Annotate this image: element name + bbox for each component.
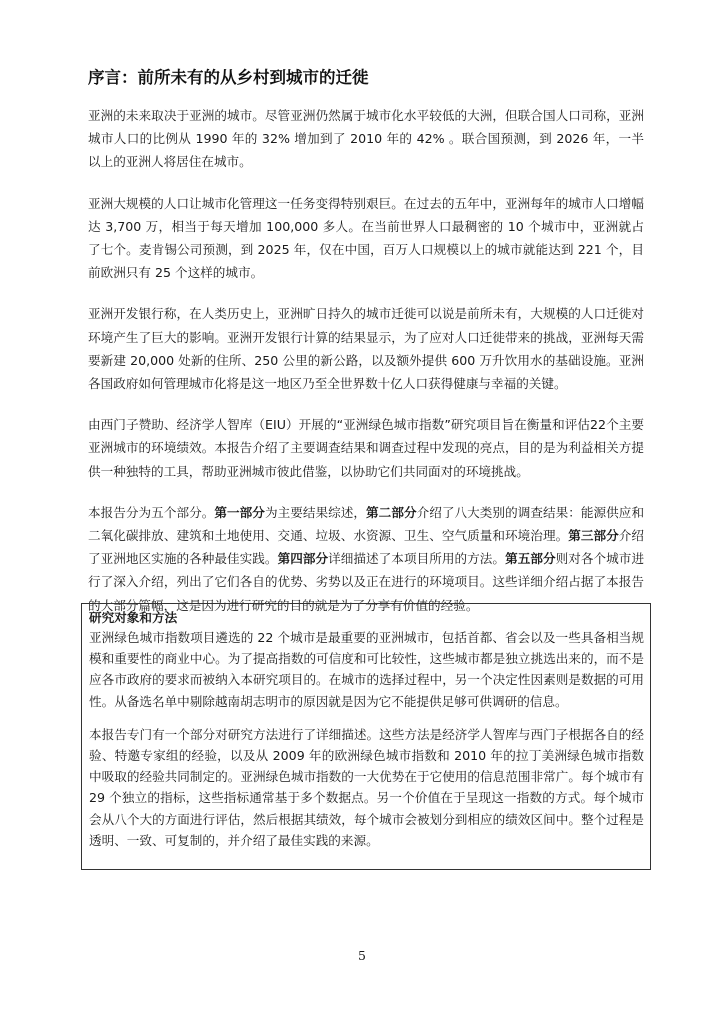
structure-text: 则对各个城市进行了深入介绍，列出了它们各自的优势、劣势以及正在进行的环境项目。这些详细介绍占据了本报告的大部分篇幅，这是因为进行研究的目的就是为了分享有价值的经验。: [88, 551, 645, 613]
paragraph-population: 亚洲大规模的人口让城市化管理这一任务变得特别艰巨。在过去的五年中，亚洲每年的城市人口增幅达 3,700 万，相当于每天增加 100,000 多人。在当前世界人口最稠密的 10 个城市中，亚洲就占了七个。麦肯锡公司预测，到 2025 年，仅在中国，百万人口规模以上的城市就能达到 221 个，目前欧洲只有 25 个这样的城市。: [88, 195, 644, 281]
paragraph-adb: 亚洲开发银行称，在人类历史上，亚洲旷日持久的城市迁徙可以说是前所未有，大规模的人口迁徙对环境产生了巨大的影响。亚洲开发银行计算的结果显示，为了应对人口迁徙带来的挑战，亚洲每天需要新建 20,000 处新的住所、250 公里的新公路，以及额外提供 600 万升饮用水的基础设施。亚洲各国政府如何管理城市化将是这一地区乃至全世界数十亿人口获得健康与幸福的关键。: [88, 306, 644, 392]
structure-text: 详细描述了本项目所用的方法。: [328, 551, 506, 567]
part-two-label: 第二部分: [366, 504, 417, 520]
main-content: [88, 64, 644, 635]
methodology-heading: 研究对象和方法: [89, 610, 178, 625]
part-one-label: 第一部分: [214, 504, 265, 520]
methodology-box: [81, 603, 651, 870]
paragraph-urbanization: 亚洲的未来取决于亚洲的城市。尽管亚洲仍然属于城市化水平较低的大洲，但联合国人口司称，亚洲城市人口的比例从 1990 年的 32% 增加到了 2010 年的 42% 。联合国预测，到 2026 年，一半以上的亚洲人将居住在城市。: [88, 108, 644, 170]
part-five-label: 第五部分: [505, 551, 556, 567]
structure-text: 介绍了八大类别的调查结果：能源供应和二氧化碳排放、建筑和土地使用、交通、垃圾、水资源、卫生、空气质量和环境治理。: [88, 504, 645, 544]
paragraph-index-intro: 由西门子赞助、经济学人智库（EIU）开展的“亚洲绿色城市指数”研究项目旨在衡量和评估22个主要亚洲城市的环境绩效。本报告介绍了主要调查结果和调查过程中发现的亮点，目的是为利益相关方提供一种独特的工具，帮助亚洲城市彼此借鉴，以协助它们共同面对的环境挑战。: [88, 417, 644, 479]
methodology-paragraph-methods: 本报告专门有一个部分对研究方法进行了详细描述。这些方法是经济学人智库与西门子根据各自的经验、特邀专家组的经验，以及从 2009 年的欧洲绿色城市指数和 2010 年的拉丁美洲绿色城市指数中吸取的经验共同制定的。亚洲绿色城市指数的一大优势在于它使用的信息范围非常广。每个城市有 29 个独立的指标，这些指标通常基于多个数据点。另一个价值在于呈现这一指数的方式。每个城市会从八个大的方面进行评估，然后根据其绩效，每个城市会被划分到相应的绩效区间中。整个过程是透明、一致、可复制的，并介绍了最佳实践的来源。: [89, 726, 644, 848]
structure-text: 本报告分为五个部分。: [88, 504, 215, 520]
methodology-paragraph-cities: 亚洲绿色城市指数项目遴选的 22 个城市是最重要的亚洲城市，包括首都、省会以及一些具备相当规模和重要性的商业中心。为了提高指数的可信度和可比较性，这些城市都是独立挑选出来的，而不是应各市政府的要求而被纳入本研究项目的。在城市的选择过程中，另一个决定性因素则是数据的可用性。从备选名单中剔除越南胡志明市的原因就是因为它不能提供足够可供调研的信息。: [89, 630, 644, 709]
page-number: 5: [358, 948, 366, 963]
structure-text: 介绍了亚洲地区实施的各种最佳实践。: [88, 528, 645, 567]
paragraph-report-structure: [88, 501, 644, 617]
structure-text: 为主要结果综述，: [264, 504, 367, 520]
part-four-label: 第四部分: [277, 551, 329, 567]
part-three-label: 第三部分: [568, 528, 619, 544]
section-title: 序言：前所未有的从乡村到城市的迁徙: [88, 68, 369, 87]
